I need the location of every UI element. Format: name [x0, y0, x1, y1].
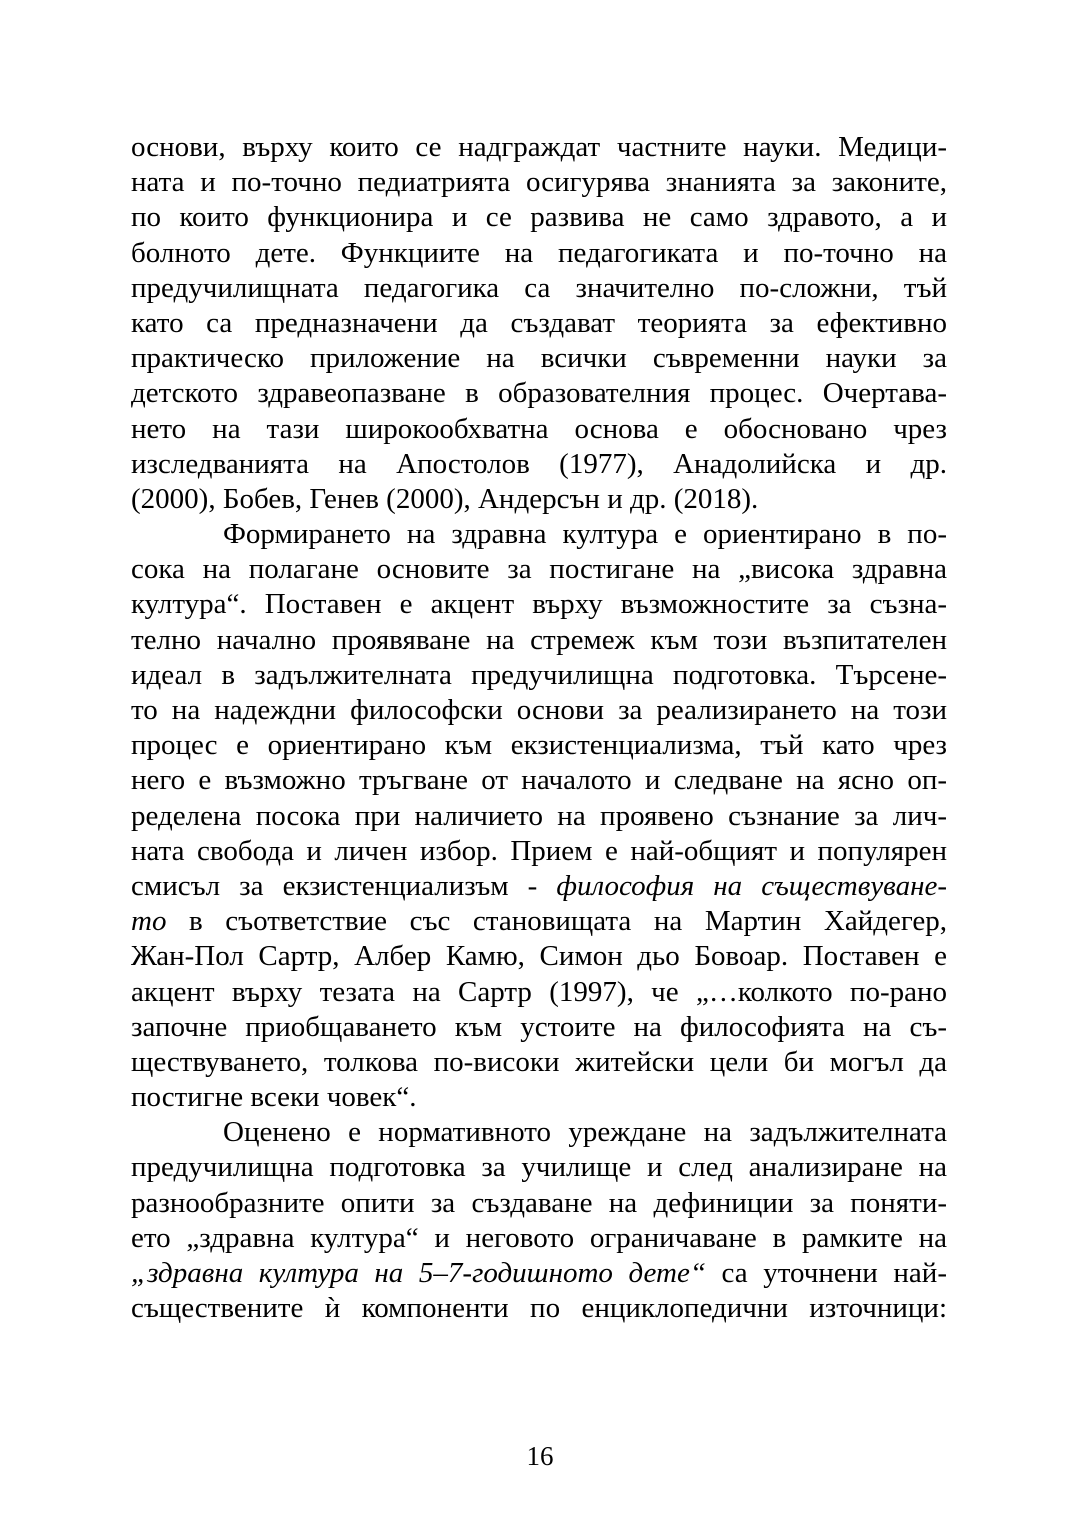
text-line: [131, 869, 947, 904]
text-line: [131, 904, 947, 939]
paragraph-3: [131, 1115, 947, 1326]
text-line: култура“. Поставен е акцент върху възможностите за съзна-: [131, 588, 947, 621]
text-line: идеал в задължителната предучилищна подготовка. Търсене-: [131, 658, 947, 691]
text-line: Жан-Пол Сартр, Албер Камю, Симон дьо Бовоар. Поставен е: [131, 940, 947, 973]
text-line: (2000), Бобев, Генев (2000), Андерсън и др. (2018).: [131, 482, 759, 515]
text-line: Оценено е нормативното уреждане на задължителната: [223, 1116, 947, 1149]
text-line: Формирането на здравна култура е ориентирано в по-: [223, 518, 947, 551]
text-line: него е възможно тръгване от началото и следване на ясно оп-: [131, 764, 947, 797]
text-line: съществените ѝ компоненти по енциклопедични източници:: [131, 1292, 947, 1325]
text-line: основи, върху които се надграждат частните науки. Медици-: [131, 131, 947, 163]
text-line: ето „здравна култура“ и неговото ограничаване в рамките на: [131, 1221, 947, 1254]
italic-term: „здравна култура на 5–7-годишното дете“: [131, 1257, 706, 1289]
text-line: то на надеждни философски основи за реализирането на този: [131, 694, 947, 726]
text-run: в съответствие със становищата на Мартин Хайдегер,: [166, 905, 947, 938]
text-line: ната свобода и личен избор. Прием е най-общият и популярен: [131, 834, 947, 867]
text-line: предучилищната педагогика са значително по-сложни, тъй: [131, 271, 947, 304]
italic-term: философия на съществуване-: [556, 869, 947, 902]
text-line: разнообразните опити за създаване на дефиниции за поняти-: [131, 1186, 947, 1219]
page-body: [131, 130, 947, 1326]
text-line: детското здравеопазване в образователния процес. Очертава-: [131, 377, 947, 410]
text-line: практическо приложение на всички съвременни науки за: [131, 342, 947, 375]
paragraph-1: [131, 130, 947, 517]
text-line: ределена посока при наличието на проявено съзнание за лич-: [131, 799, 947, 832]
text-line: постигне всеки човек“.: [131, 1081, 417, 1114]
text-run: са уточнени най-: [705, 1257, 947, 1289]
text-line: ната и по-точно педиатрията осигурява знанията за законите,: [131, 166, 947, 199]
text-line: акцент върху тезата на Сартр (1997), че „…колкото по-рано: [131, 975, 947, 1008]
italic-term: то: [131, 905, 167, 938]
text-line: сока на полагане основите за постигане на „висока здравна: [131, 553, 947, 586]
text-run: смисъл за екзистенциализъм -: [131, 869, 557, 902]
text-line: предучилищна подготовка за училище и след анализиране на: [131, 1151, 947, 1184]
page-number: 16: [526, 1441, 554, 1471]
text-line: по които функционира и се развива не само здравото, а и: [131, 201, 947, 234]
text-line: започне приобщаването към устоите на философията на съ-: [131, 1010, 947, 1043]
text-line: процес е ориентирано към екзистенциализма, тъй като чрез: [131, 729, 947, 762]
text-line: [131, 1256, 947, 1291]
text-line: телно начално проявяване на стремеж към този възпитателен: [131, 623, 947, 656]
paragraph-2: [131, 517, 947, 1115]
text-line: нето на тази широкообхватна основа е обосновано чрез: [131, 412, 947, 445]
text-line: като са предназначени да създават теорията за ефективно: [131, 306, 947, 339]
text-line: изследванията на Апостолов (1977), Анадолийска и др.: [131, 447, 947, 480]
text-line: болното дете. Функциите на педагогиката и по-точно на: [131, 236, 947, 269]
text-line: ществуването, толкова по-високи житейски цели би могъл да: [131, 1045, 947, 1078]
